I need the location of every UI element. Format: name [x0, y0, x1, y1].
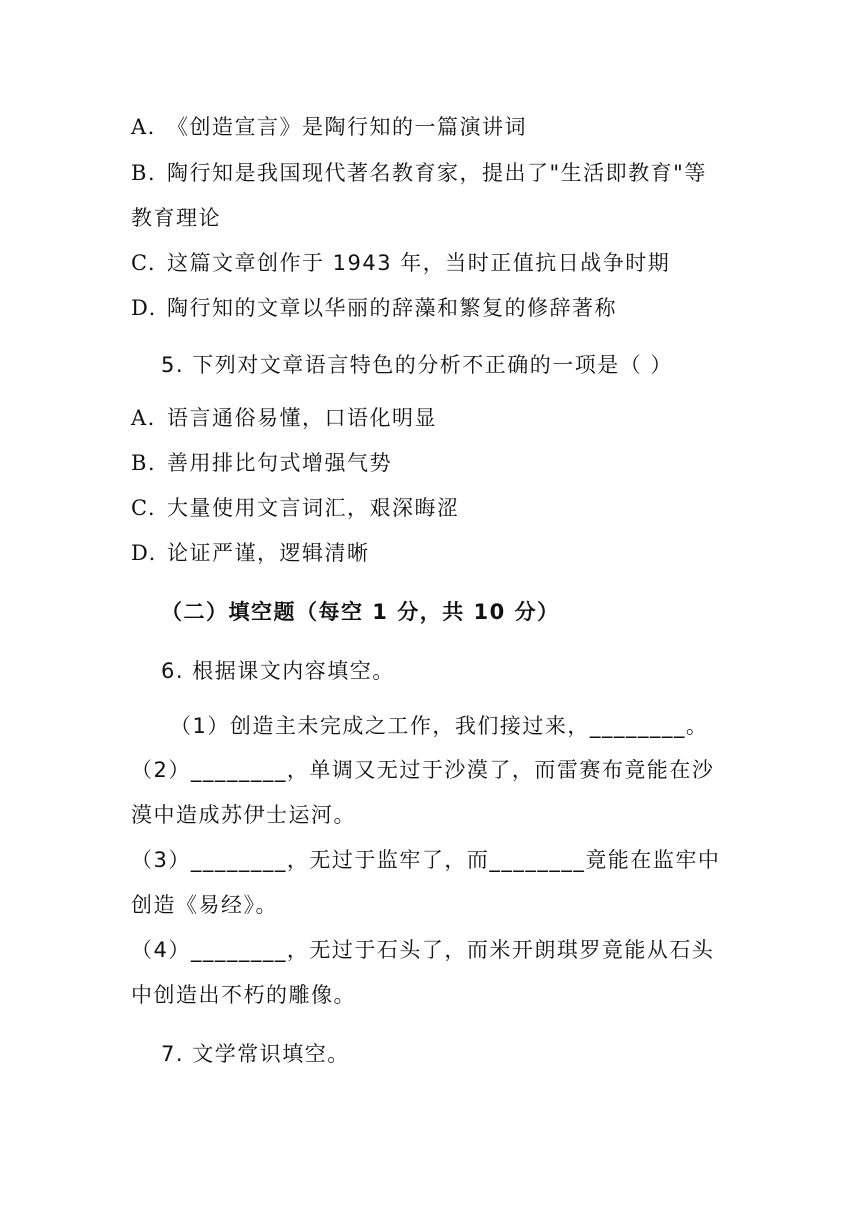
q6-item-4-continuation: 中创造出不朽的雕像。 — [131, 983, 356, 1007]
option-text: 语言通俗易懂，口语化明显 — [167, 406, 437, 430]
q5-option-d — [131, 539, 370, 567]
q6-item-2-continuation: 漠中造成苏伊士运河。 — [131, 803, 356, 827]
q4-option-b — [131, 159, 707, 187]
q6-item-4: （4）________，无过于石头了，而米开朗琪罗竟能从石头 — [131, 938, 715, 962]
q4-option-b-continuation: 教育理论 — [131, 206, 221, 230]
option-label: A. — [131, 406, 156, 430]
option-label: C. — [131, 251, 156, 275]
q5-question: 5. 下列对文章语言特色的分析不正确的一项是（ ） — [161, 353, 673, 377]
q6-item-3-continuation: 创造《易经》。 — [131, 893, 278, 917]
q4-option-c — [131, 249, 670, 277]
q5-option-b — [131, 449, 392, 477]
option-text: 论证严谨，逻辑清晰 — [167, 541, 370, 565]
q6-item-1: （1）创造主未完成之工作，我们接过来，________。 — [170, 714, 709, 738]
q6-question: 6. 根据课文内容填空。 — [161, 659, 395, 683]
section-heading: （二）填空题（每空 1 分，共 10 分） — [161, 600, 560, 624]
option-text: 陶行知的文章以华丽的辞藻和繁复的修辞著称 — [167, 296, 617, 320]
option-label: C. — [131, 496, 156, 520]
q4-option-d — [131, 294, 617, 322]
option-text: 《创造宣言》是陶行知的一篇演讲词 — [167, 115, 527, 139]
option-label: B. — [131, 451, 157, 475]
option-label: D. — [131, 541, 157, 565]
q6-item-2: （2）________，单调又无过于沙漠了，而雷赛布竟能在沙 — [131, 758, 715, 782]
option-text: 善用排比句式增强气势 — [167, 451, 392, 475]
q4-option-a — [131, 113, 527, 141]
option-text: 陶行知是我国现代著名教育家，提出了"生活即教育"等 — [167, 161, 707, 185]
option-label: A. — [131, 115, 156, 139]
option-label: B. — [131, 161, 157, 185]
q5-option-c — [131, 494, 460, 522]
q7-question: 7. 文学常识填空。 — [161, 1042, 350, 1066]
option-text: 大量使用文言词汇，艰深晦涩 — [167, 496, 460, 520]
option-text: 这篇文章创作于 1943 年，当时正值抗日战争时期 — [167, 251, 671, 275]
q6-item-3: （3）________，无过于监牢了，而________竟能在监牢中 — [131, 848, 721, 872]
option-label: D. — [131, 296, 157, 320]
q5-option-a — [131, 404, 437, 432]
